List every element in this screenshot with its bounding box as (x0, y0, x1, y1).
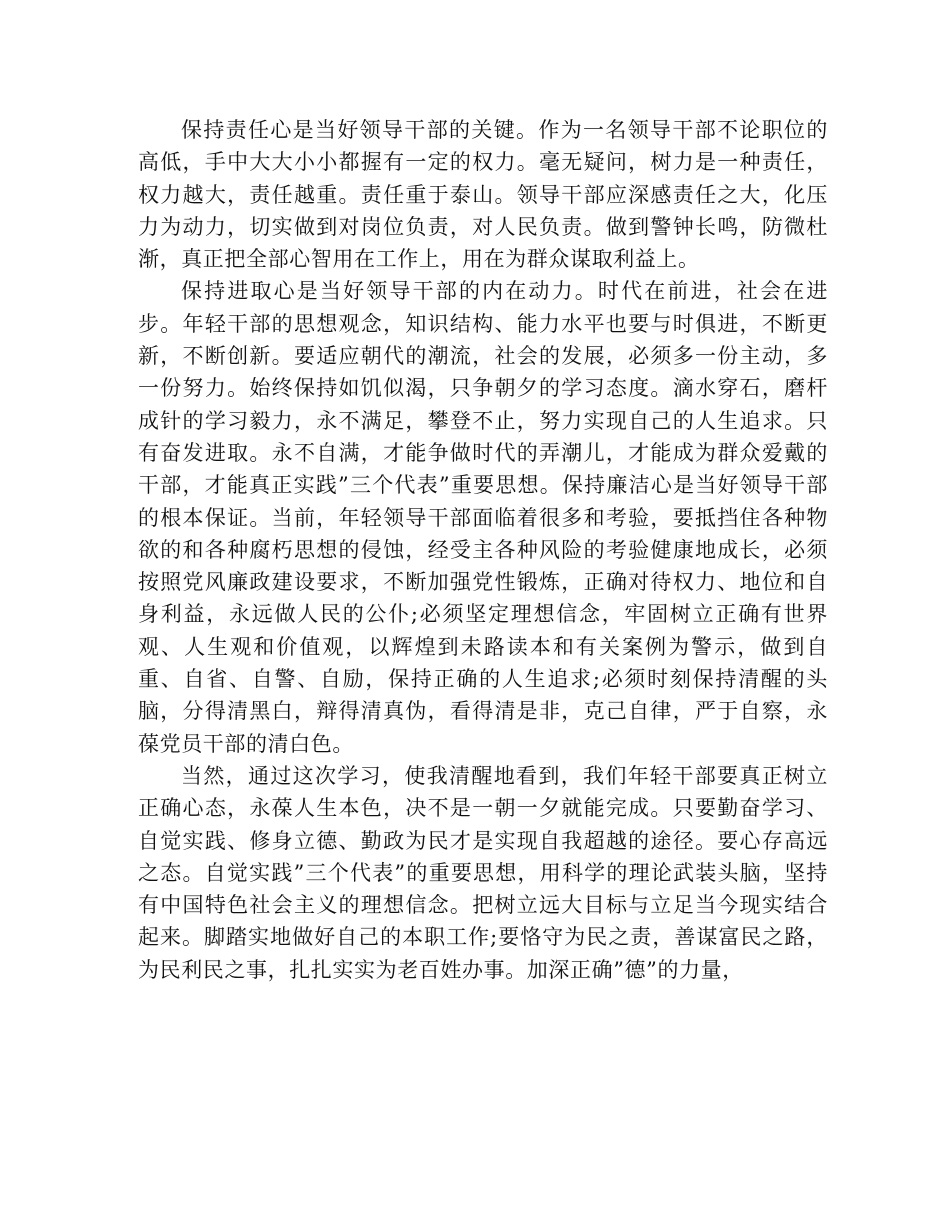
paragraph-conclusion: 当然，通过这次学习，使我清醒地看到，我们年轻干部要真正树立正确心态，永葆人生本色，决不是一朝一夕就能完成。只要勤奋学习、自觉实践、修身立德、勤政为民才是实现自我超越的途径。要心存高远之态。自觉实践”三个代表”的重要思想，用科学的理论武装头脑，坚持有中国特色社会主义的理想信念。把树立远大目标与立足当今现实结合起来。脚踏实地做好自己的本职工作;要恪守为民之责，善谋富民之路，为民利民之事，扎扎实实为老百姓办事。加深正确”德”的力量， (138, 763, 828, 982)
document-body (138, 114, 828, 986)
paragraph-enterprise-integrity: 保持进取心是当好领导干部的内在动力。时代在前进，社会在进步。年轻干部的思想观念，知识结构、能力水平也要与时俱进，不断更新，不断创新。要适应朝代的潮流，社会的发展，必须多一份主动，多一份努力。始终保持如饥似渴，只争朝夕的学习态度。滴水穿石，磨杆成针的学习毅力，永不满足，攀登不止，努力实现自己的人生追求。只有奋发进取。永不自满，才能争做时代的弄潮儿，才能成为群众爱戴的干部，才能真正实践”三个代表”重要思想。保持廉洁心是当好领导干部的根本保证。当前，年轻领导干部面临着很多和考验，要抵挡住各种物欲的和各种腐朽思想的侵蚀，经受主各种风险的考验健康地成长，必须按照党风廉政建设要求，不断加强党性锻炼，正确对待权力、地位和自身利益，永远做人民的公仆;必须坚定理想信念，牢固树立正确有世界观、人生观和价值观，以辉煌到未路读本和有关案例为警示，做到自重、自省、自警、自励，保持正确的人生追求;必须时刻保持清醒的头脑，分得清黑白，辩得清真伪，看得清是非，克己自律，严于自察，永葆党员干部的清白色。 (138, 279, 828, 756)
paragraph-responsibility: 保持责任心是当好领导干部的关键。作为一名领导干部不论职位的高低，手中大大小小都握有一定的权力。毫无疑问，树力是一种责任，权力越大，责任越重。责任重于泰山。领导干部应深感责任之大，化压力为动力，切实做到对岗位负责，对人民负责。做到警钟长鸣，防微杜渐，真正把全部心智用在工作上，用在为群众谋取利益上。 (138, 118, 828, 272)
